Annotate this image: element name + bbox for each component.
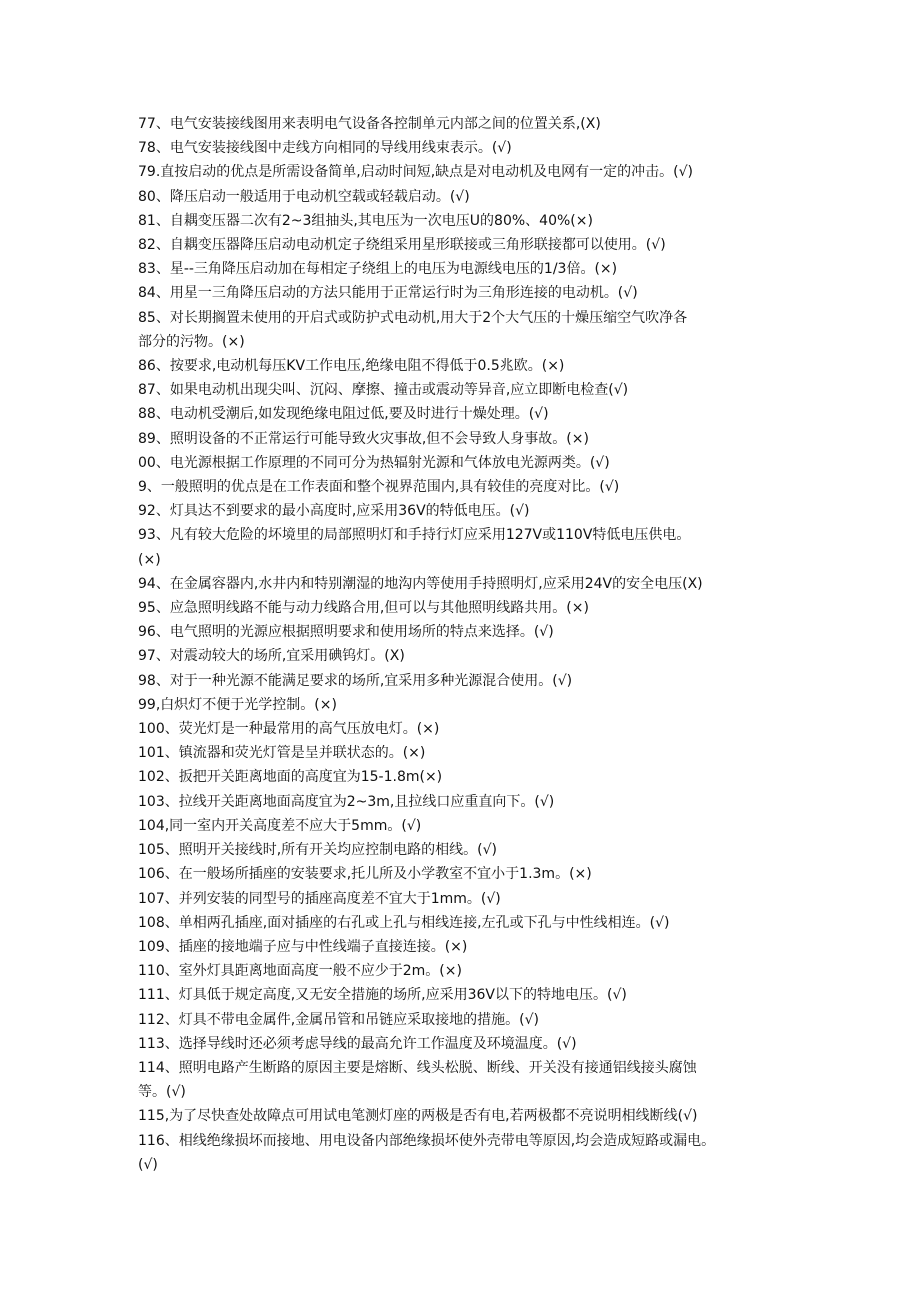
text-line: 84、用星一三角降压启动的方法只能用于正常运行时为三角形连接的电动机。(√) [138, 285, 638, 302]
text-line: 94、在金属容器内,水井内和特别潮湿的地沟内等使用手持照明灯,应采用24V的安全电压(X) [138, 575, 703, 592]
text-line: 102、扳把开关距离地面的高度宜为15-1.8m(×) [138, 769, 443, 786]
text-line: 101、镇流器和荧光灯管是呈并联状态的。(×) [138, 745, 426, 762]
text-line: 部分的污物。(×) [138, 333, 245, 350]
text-line: 116、相线绝缘损坏而接地、用电设备内部绝缘损坏使外壳带电等原因,均会造成短路或漏电。 [138, 1132, 716, 1149]
text-line: 等。(√) [138, 1084, 186, 1101]
text-line: 106、在一般场所插座的安装要求,托儿所及小学教室不宜小于1.3m。(×) [138, 866, 592, 883]
text-line: 105、照明开关接线时,所有开关均应控制电路的相线。(√) [138, 842, 498, 859]
text-line: 85、对长期搁置未使用的开启式或防护式电动机,用大于2个大气压的十燥压缩空气吹净各 [138, 309, 688, 326]
document-body [138, 112, 788, 1177]
text-line: 81、自耦变压器二次有2~3组抽头,其电压为一次电压U的80%、40%(×) [138, 212, 593, 229]
text-line: 99,白炽灯不便于光学控制。(×) [138, 696, 337, 713]
text-line: 95、应急照明线路不能与动力线路合用,但可以与其他照明线路共用。(×) [138, 600, 589, 617]
text-line: 92、灯具达不到要求的最小高度时,应采用36V的特低电压。(√) [138, 503, 530, 520]
text-line: 88、电动机受潮后,如发现绝缘电阻过低,要及时进行十燥处理。(√) [138, 406, 549, 423]
text-line: 83、星--三角降压启动加在每相定子绕组上的电压为电源线电压的1/3倍。(×) [138, 261, 618, 278]
text-line: 96、电气照明的光源应根据照明要求和使用场所的特点来选择。(√) [138, 624, 554, 641]
text-line: 114、照明电路产生断路的原因主要是熔断、线头松脱、断线、开关没有接通铝线接头腐蚀 [138, 1059, 697, 1076]
text-line: 87、如果电动机出现尖叫、沉闷、摩擦、撞击或震动等异音,应立即断电检查(√) [138, 382, 629, 399]
text-line: (×) [138, 551, 161, 568]
text-line: 80、降压启动一般适用于电动机空载或轻载启动。(√) [138, 188, 470, 205]
text-line: 93、凡有较大危险的坏境里的局部照明灯和手持行灯应采用127V或110V特低电压供电。 [138, 527, 691, 544]
text-line: (√) [138, 1156, 158, 1173]
text-line: 111、灯具低于规定高度,又无安全措施的场所,应采用36V以下的特地电压。(√) [138, 987, 627, 1004]
text-line: 112、灯具不带电金属件,金属吊管和吊链应采取接地的措施。(√) [138, 1011, 540, 1028]
text-line: 109、插座的接地端子应与中性线端子直接连接。(×) [138, 938, 468, 955]
text-line: 108、单相两孔插座,面对插座的右孔或上孔与相线连接,左孔或下孔与中性线相连。(√) [138, 914, 670, 931]
text-line: 00、电光源根据工作原理的不同可分为热辐射光源和气体放电光源两类。(√) [138, 454, 610, 471]
text-line: 100、荧光灯是一种最常用的高气压放电灯。(×) [138, 721, 440, 738]
text-line: 104,同一室内开关高度差不应大于5mm。(√) [138, 817, 422, 834]
text-line: 79.直按启动的优点是所需设备简单,启动时间短,缺点是对电动机及电网有一定的冲击。(√) [138, 164, 694, 181]
text-line: 82、自耦变压器降压启动电动机定子绕组采用星形联接或三角形联接都可以使用。(√) [138, 237, 666, 254]
text-line: 9、一般照明的优点是在工作表面和整个视界范围内,具有较佳的亮度对比。(√) [138, 479, 620, 496]
text-line: 97、对震动较大的场所,宜采用碘钨灯。(X) [138, 648, 405, 665]
text-line: 98、对于一种光源不能满足要求的场所,宜采用多种光源混合使用。(√) [138, 672, 573, 689]
text-line: 78、电气安装接线图中走线方向相同的导线用线束表示。(√) [138, 140, 512, 157]
text-line: 103、拉线开关距离地面高度宜为2~3m,且拉线口应重直向下。(√) [138, 793, 555, 810]
text-line: 113、选择导线时还必须考虑导线的最高允许工作温度及环境温度。(√) [138, 1035, 577, 1052]
text-line: 77、电气安装接线图用来表明电气设备各控制单元内部之间的位置关系,(X) [138, 116, 601, 132]
text-line: 89、照明设备的不正常运行可能导致火灾事故,但不会导致人身事故。(×) [138, 430, 589, 447]
text-line: 107、并列安装的同型号的插座高度差不宜大于1mm。(√) [138, 890, 501, 907]
text-line: 110、室外灯具距离地面高度一般不应少于2m。(×) [138, 963, 462, 980]
text-line: 86、按要求,电动机每压KV工作电压,绝缘电阻不得低于0.5兆欧。(×) [138, 358, 565, 375]
text-line: 115,为了尽快查处故障点可用试电笔测灯座的两极是否有电,若两极都不亮说明相线断线(√) [138, 1108, 698, 1125]
